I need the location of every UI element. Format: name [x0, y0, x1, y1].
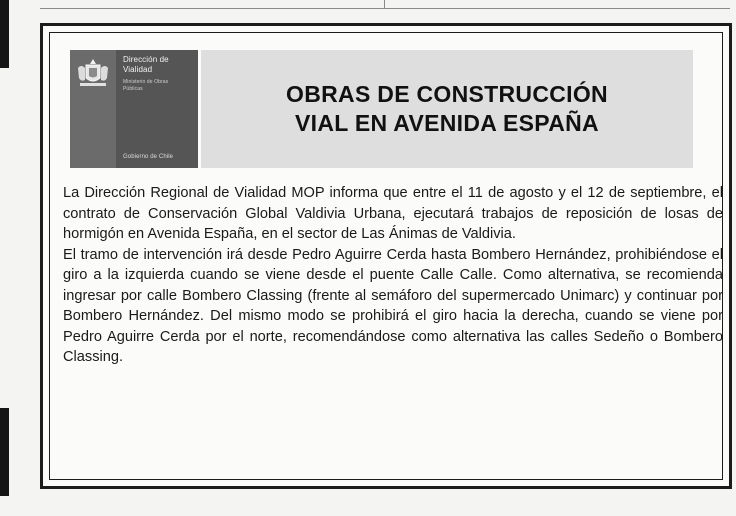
logo-org-line1: Dirección de	[123, 55, 169, 64]
page-top-rule	[40, 8, 730, 9]
notice-title-line2: VIAL EN AVENIDA ESPAÑA	[295, 110, 599, 136]
logo-ministry-line2: Públicas	[123, 86, 143, 92]
notice-paragraph: La Dirección Regional de Vialidad MOP informa que entre el 11 de agosto y el 12 de septiembre, el contrato de Conservación Global Valdivia Urbana, ejecutará trabajos de reposición de losas de hormigón en Avenida España, en el sector de Las Ánimas de Valdivia.	[63, 185, 723, 242]
public-notice	[40, 23, 732, 489]
logo-government: Gobierno de Chile	[123, 154, 174, 160]
notice-title-box	[201, 50, 693, 168]
adjacent-column-edge	[0, 0, 9, 68]
notice-body	[63, 183, 723, 368]
logo-ministry-line1: Ministerio de Obras	[123, 79, 169, 85]
column-divider-tick	[384, 0, 385, 9]
adjacent-column-edge	[0, 408, 9, 496]
logo-org-line2: Vialidad	[123, 65, 153, 74]
vialidad-logo	[70, 50, 198, 168]
coat-of-arms-icon	[74, 56, 112, 90]
notice-paragraph: El tramo de intervención irá desde Pedro Aguirre Cerda hasta Bombero Hernández, prohibiéndose el giro a la izquierda cuando se viene desde el puente Calle Calle. Como alternativa, se recomienda ingresar por calle Bombero Classing (frente al semáforo del supermercado Unimarc) y continuar por Bombero Hernández. Del mismo modo se prohibirá el giro hacia la derecha, cuando se viene por Pedro Aguirre Cerda por el norte, recomendándose como alternativa las calles Sedeño o Bombero Classing.	[63, 246, 723, 365]
notice-title-line1: OBRAS DE CONSTRUCCIÓN	[286, 81, 608, 107]
